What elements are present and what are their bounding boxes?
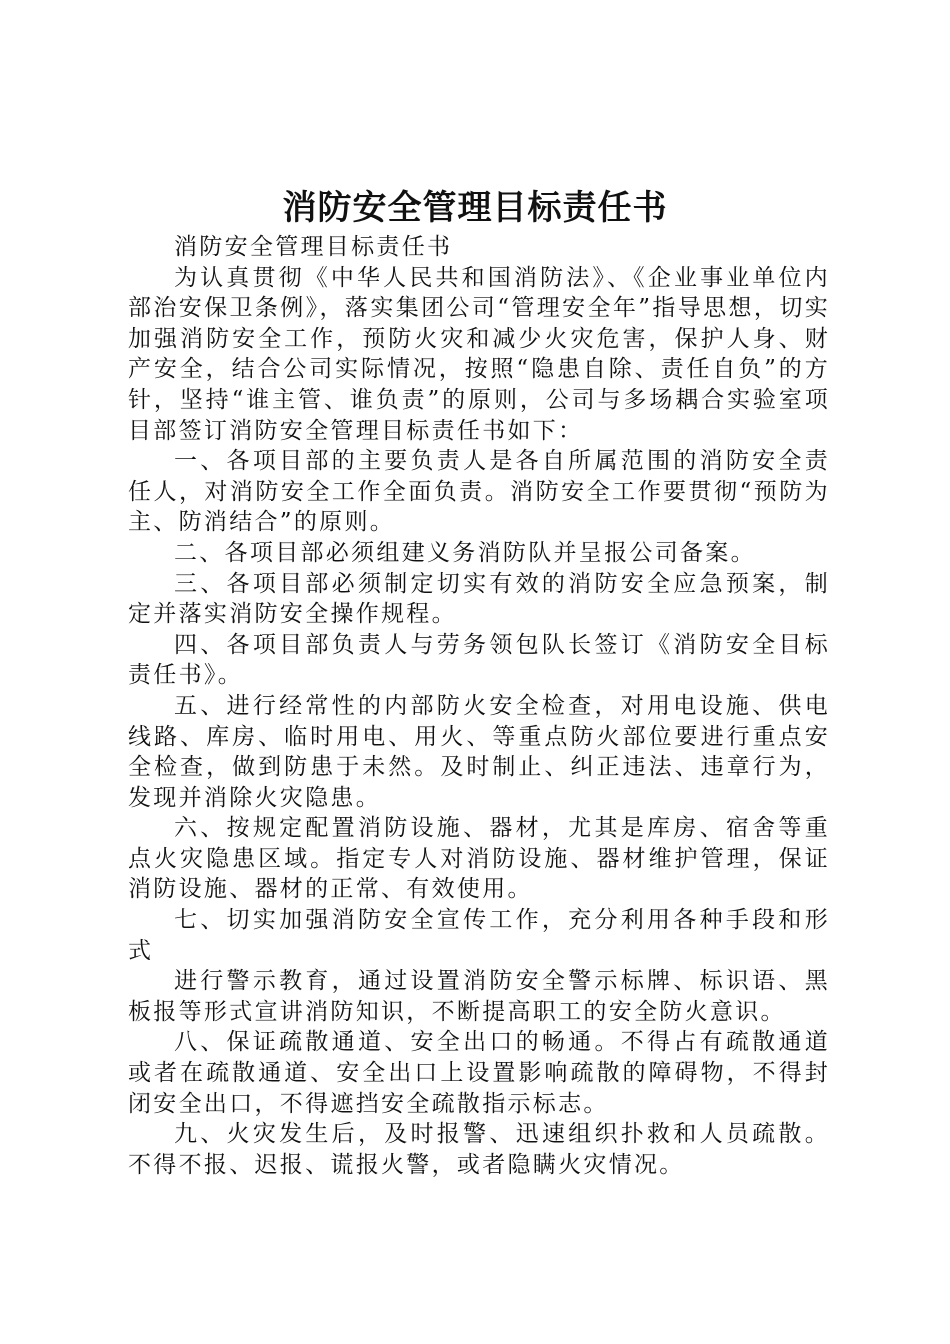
paragraph-item-2: 二、各项目部必须组建义务消防队并呈报公司备案。 [174, 539, 756, 566]
paragraph-intro: 为认真贯彻《中华人民共和国消防法》、《企业事业单位内部治安保卫条例》，落实集团公司“管理安全年”指导思想，切实加强消防安全工作，预防火灾和减少火灾危害，保护人身、财产安全，结合公司实际情况，按照“隐患自除、责任自负”的方针，坚持“谁主管、谁负责”的原则，公司与多场耦合实验室项目部签订消防安全管理目标责任书如下： [128, 264, 830, 444]
paragraph-item-7-continued: 进行警示教育，通过设置消防安全警示标牌、标识语、黑板报等形式宣讲消防知识，不断提高职工的安全防火意识。 [128, 968, 830, 1025]
paragraph-item-9: 九、火灾发生后，及时报警、迅速组织扑救和人员疏散。不得不报、迟报、谎报火警，或者隐瞒火灾情况。 [128, 1121, 830, 1178]
paragraph-item-7: 七、切实加强消防安全宣传工作，充分利用各种手段和形式 [128, 907, 830, 964]
document-title: 消防安全管理目标责任书 [282, 188, 668, 228]
paragraph-item-1: 一、各项目部的主要负责人是各自所属范围的消防安全责任人，对消防安全工作全面负责。消防安全工作要贯彻“预防为主、防消结合”的原则。 [128, 448, 830, 536]
paragraph-item-3: 三、各项目部必须制定切实有效的消防安全应急预案，制定并落实消防安全操作规程。 [128, 570, 830, 628]
paragraph-item-6: 六、按规定配置消防设施、器材，尤其是库房、宿舍等重点火灾隐患区域。指定专人对消防设施、器材维护管理，保证消防设施、器材的正常、有效使用。 [128, 815, 830, 903]
paragraph-subtitle: 消防安全管理目标责任书 [174, 234, 453, 260]
document-body [128, 232, 830, 1180]
paragraph-item-4: 四、各项目部负责人与劳务领包队长签订《消防安全目标责任书》。 [128, 631, 830, 689]
paragraph-item-8: 八、保证疏散通道、安全出口的畅通。不得占有疏散通道或者在疏散通道、安全出口上设置影响疏散的障碍物，不得封闭安全出口，不得遮挡安全疏散指示标志。 [128, 1029, 830, 1117]
paragraph-item-5: 五、进行经常性的内部防火安全检查，对用电设施、供电线路、库房、临时用电、用火、等重点防火部位要进行重点安全检查，做到防患于未然。及时制止、纠正违法、违章行为，发现并消除火灾隐患。 [128, 692, 830, 811]
